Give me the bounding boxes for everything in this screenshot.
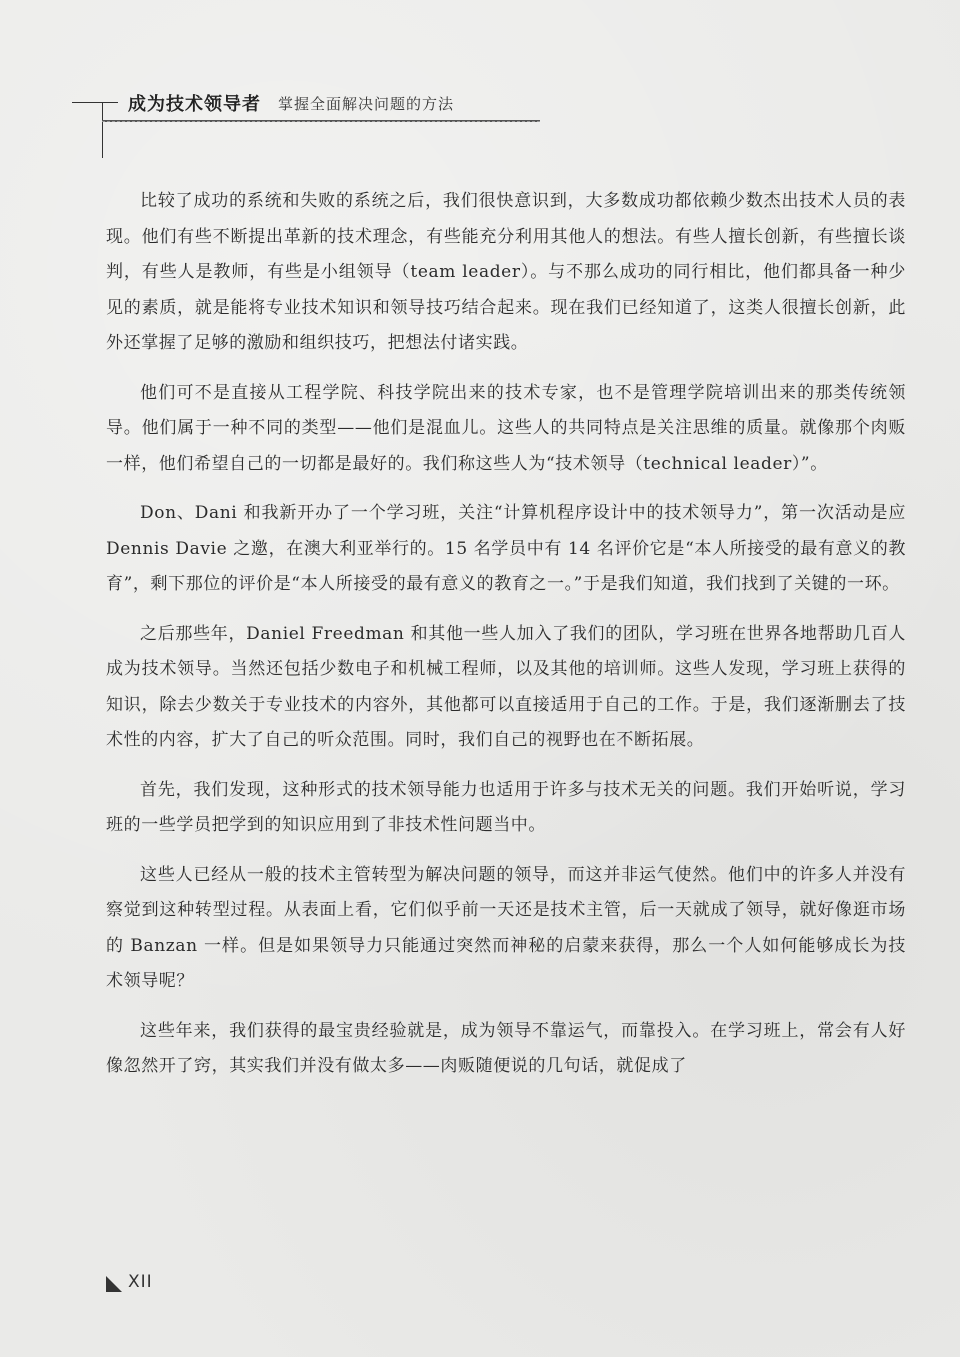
header-rule-vertical <box>102 102 103 158</box>
body-text <box>106 184 906 1099</box>
paragraph-3: Don、Dani 和我新开办了一个学习班，关注“计算机程序设计中的技术领导力”，第一次活动是应 Dennis Davie 之邀，在澳大利亚举行的。15 名学员中有 14 名评价它是“本人所接受的最有意义的教育”，剩下那位的评价是“本人所接受的最有意义的教育之一。”于是我们知道，我们找到了关键的一环。 <box>106 503 906 594</box>
paragraph-1: 比较了成功的系统和失败的系统之后，我们很快意识到，大多数成功都依赖少数杰出技术人员的表现。他们有些不断提出革新的技术理念，有些能充分利用其他人的想法。有些人擅长创新，有些擅长谈判，有些人是教师，有些是小组领导（team leader）。与不那么成功的同行相比，他们都具备一种少见的素质，就是能将专业技术知识和领导技巧结合起来。现在我们已经知道了，这类人很擅长创新，此外还掌握了足够的激励和组织技巧，把想法付诸实践。 <box>106 191 906 353</box>
paragraph-2: 他们可不是直接从工程学院、科技学院出来的技术专家，也不是管理学院培训出来的那类传统领导。他们属于一种不同的类型——他们是混血儿。这些人的共同特点是关注思维的质量。就像那个肉贩一样，他们希望自己的一切都是最好的。我们称这些人为“技术领导（technical leader）”。 <box>106 382 906 474</box>
header-rule-right <box>102 120 540 122</box>
book-subtitle: 掌握全面解决问题的方法 <box>278 95 455 113</box>
page-number: XII <box>128 1272 153 1292</box>
book-title: 成为技术领导者 <box>128 94 261 115</box>
paragraph-6: 这些人已经从一般的技术主管转型为解决问题的领导，而这并非运气使然。他们中的许多人并没有察觉到这种转型过程。从表面上看，它们似乎前一天还是技术主管，后一天就成了领导，就好像逛市场的 Banzan 一样。但是如果领导力只能通过突然而神秘的启蒙来获得，那么一个人如何能够成长为技术领导呢？ <box>106 864 906 991</box>
running-header <box>72 86 472 156</box>
paragraph-4: 之后那些年，Daniel Freedman 和其他一些人加入了我们的团队，学习班在世界各地帮助几百人成为技术领导。当然还包括少数电子和机械工程师，以及其他的培训师。这些人发现，学习班上获得的知识，除去少数关于专业技术的内容外，其他都可以直接适用于自己的工作。于是，我们逐渐删去了技术性的内容，扩大了自己的听众范围。同时，我们自己的视野也在不断拓展。 <box>106 623 906 750</box>
paragraph-5: 首先，我们发现，这种形式的技术领导能力也适用于许多与技术无关的问题。我们开始听说，学习班的一些学员把学到的知识应用到了非技术性问题当中。 <box>106 779 906 835</box>
header-rule-left <box>72 102 118 103</box>
paragraph-7: 这些年来，我们获得的最宝贵经验就是，成为领导不靠运气，而靠投入。在学习班上，常会有人好像忽然开了窍，其实我们并没有做太多——肉贩随便说的几句话，就促成了 <box>106 1020 906 1076</box>
page-corner-triangle-icon <box>106 1276 122 1292</box>
